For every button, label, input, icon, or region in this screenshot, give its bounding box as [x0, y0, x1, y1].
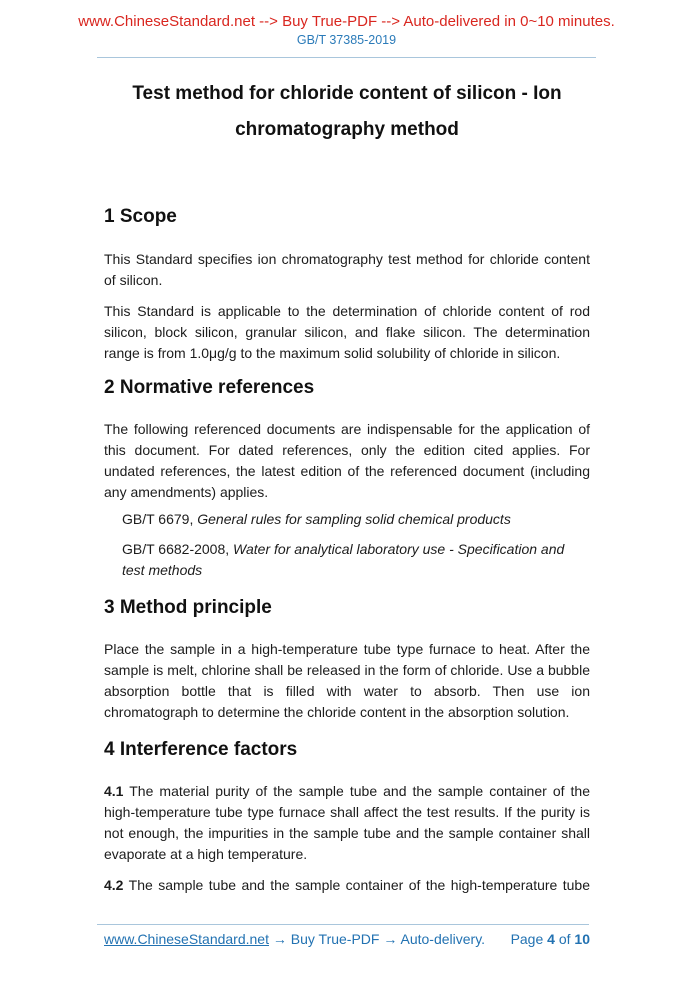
reference-code: GB/T 6682-2008, [122, 541, 230, 557]
document-title-line-2: chromatography method [235, 119, 459, 140]
page-label: Page [510, 931, 544, 947]
clause-number: 4.1 [104, 783, 124, 799]
promo-banner-text: www.ChineseStandard.net --> Buy True-PDF --> Auto-delivered in 0~10 minutes. [78, 13, 615, 30]
header-divider [97, 57, 596, 58]
standard-code-text: GB/T 37385-2019 [296, 33, 397, 47]
section-heading-method-principle: 3 Method principle [104, 597, 272, 618]
arrow-right-icon: → [272, 931, 287, 947]
current-page-number: 4 [547, 931, 555, 947]
reference-title: Water for analytical laboratory use - Specification and test methods [122, 541, 565, 578]
of-label: of [558, 931, 571, 947]
scope-paragraph-1: This Standard specifies ion chromatography test method for chloride content of silicon. [104, 251, 590, 288]
reference-code: GB/T 6679, [122, 511, 194, 527]
reference-item [122, 539, 590, 581]
document-title [104, 76, 590, 148]
footer-delivery-label: Auto-delivery. [400, 931, 486, 947]
document-title-line-1: Test method for chloride content of silicon - Ion [132, 83, 562, 104]
clause-text: The material purity of the sample tube and the sample container of the high-temperature tube type furnace shall affect the test results. If the purity is not enough, the impurities in the sample tube and the sample container shall evaporate at a high temperature. [104, 783, 590, 862]
arrow-right-icon: → [383, 931, 398, 947]
total-pages-number: 10 [574, 931, 590, 947]
footer-buy-label: Buy True-PDF [290, 931, 380, 947]
interference-clause-4-2 [104, 875, 590, 896]
normative-references-paragraph: The following referenced documents are indispensable for the application of this document. For dated references, only the edition cited applies. For undated references, the latest edition of the referenced document (including any amendments) applies. [104, 421, 590, 500]
footer-divider [97, 924, 589, 925]
document-body [0, 76, 693, 896]
footer-promo [104, 930, 485, 948]
reference-item [122, 509, 590, 530]
reference-title: General rules for sampling solid chemical products [197, 511, 511, 527]
section-heading-normative-references: 2 Normative references [104, 377, 315, 398]
clause-number: 4.2 [104, 877, 124, 893]
clause-text: The sample tube and the sample container of the high-temperature tube [128, 877, 590, 893]
section-heading-interference-factors: 4 Interference factors [104, 739, 298, 760]
document-page [0, 13, 693, 993]
interference-clause-4-1 [104, 781, 590, 865]
scope-paragraph-2: This Standard is applicable to the determination of chloride content of rod silicon, block silicon, granular silicon, and flake silicon. The determination range is from 1.0μg/g to the maximum solid solubility of chloride in silicon. [104, 303, 590, 361]
footer-site-link[interactable]: www.ChineseStandard.net [104, 931, 269, 947]
method-principle-paragraph: Place the sample in a high-temperature tube type furnace to heat. After the sample is melt, chlorine shall be released in the form of chloride. Use a bubble absorption bottle that is filled with water to absorb. Then use ion chromatograph to determine the chloride content in the absorption solution. [104, 641, 590, 720]
page-footer [104, 930, 590, 948]
page-indicator [511, 930, 590, 948]
section-heading-scope: 1 Scope [104, 206, 177, 227]
